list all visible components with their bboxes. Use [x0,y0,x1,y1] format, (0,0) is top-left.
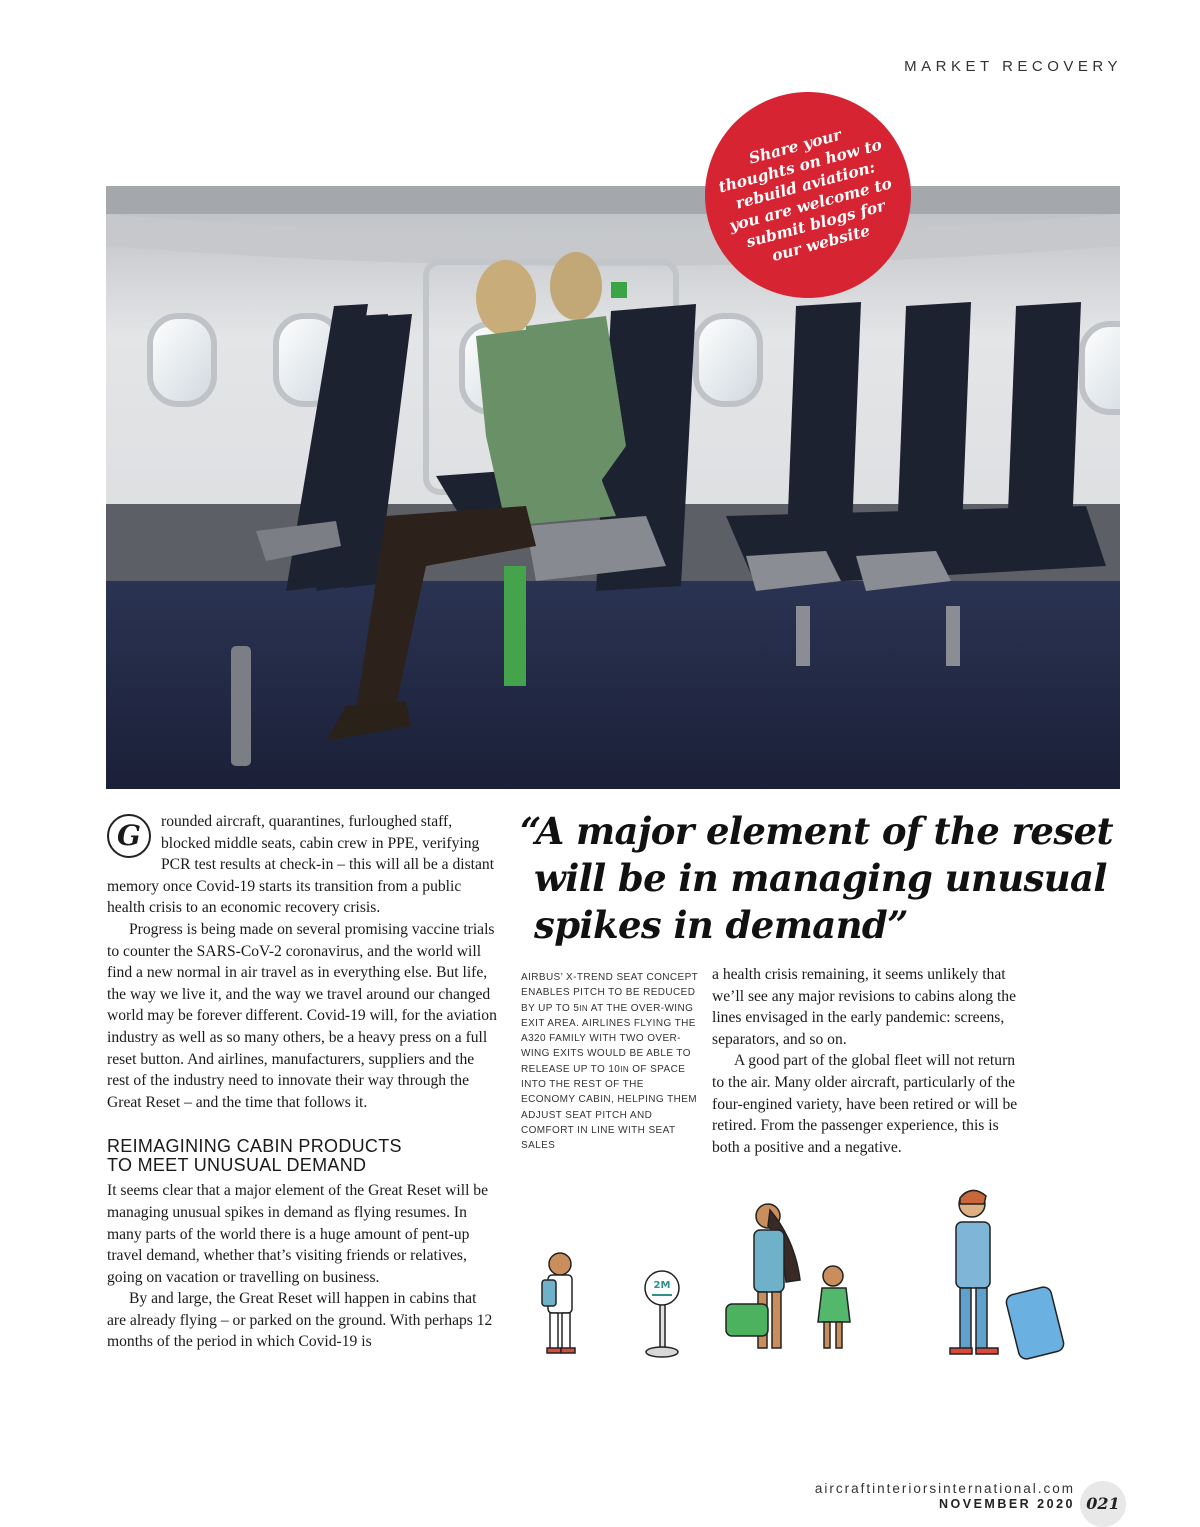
paragraph-2: Progress is being made on several promising vaccine trials to counter the SARS-CoV-2 coronavirus, and the world will find a new normal in air travel as in everything else. But life, the way we live it, and the way we travel around our changed world may be forever different. Covid-19 will, for the aviation industry as well as so many others, be a heavy press on a full reset button. And airlines, manufacturers, suppliers and the rest of the industry need to innovate their way through the Great Reset – and the time that follows it. [107,920,497,1111]
pull-quote-line-1: “A major element of the reset [520,809,1114,853]
subheading-line-1: REIMAGINING CABIN PRODUCTS [107,1136,402,1157]
page-number: 021 [1080,1481,1126,1527]
paragraph-6: A good part of the global fleet will not return to the air. Many older aircraft, particularly of the four-engined variety, have been retired or will be retired. From the passenger experience, this is both a positive and a negative. [712,1052,1018,1156]
pull-quote-line-3: spikes in demand” [534,903,908,947]
paragraph-4: By and large, the Great Reset will happen in cabins that are already flying – or parked on the ground. With perhaps 12 months of the period in which Covid-19 is [107,1290,493,1351]
aircraft-cabin-icon [106,186,1120,789]
section-label: MARKET RECOVERY [904,58,1122,75]
dropcap: G [107,814,151,858]
subheading-line-2: TO MEET UNUSUAL DEMAND [107,1155,367,1176]
caption-num-2: 10 [608,1063,621,1075]
paragraph-3: It seems clear that a major element of the Great Reset will be managing unusual spikes in demand as flying resumes. In many parts of the world there is a huge amount of pent-up travel demand, whether that’s visiting friends or relatives, going on vacation or travelling on business. [107,1182,489,1286]
caption-unit-2: IN [620,1064,630,1074]
paragraph-1: rounded aircraft, quarantines, furloughed staff, blocked middle seats, cabin crew in PPE, verifying PCR test results at check-in – this will all be a distant memory once Covid-19 starts its transition from a public health crisis to an economic recovery crisis. [107,813,495,917]
badge-text: Share your thoughts on how to rebuild aviation: you are welcome to submit blogs for our website [716,124,894,266]
body-column-1 [107,811,499,1353]
footer-issue-date: NOVEMBER 2020 [938,1497,1075,1511]
pull-quote-line-2: will be in managing unusual [534,856,1107,900]
image-caption [521,970,699,1154]
caption-part-3: OF SPACE INTO THE REST OF THE ECONOMY CABIN, HELPING THEM ADJUST SEAT PITCH AND COMFORT IN LINE WITH SEAT SALES [521,1063,698,1152]
distance-sign-text: 2M [653,1280,671,1291]
caption-unit-1: IN [579,1003,589,1013]
hero-image [106,186,1120,789]
caption-part-2: AT THE OVER-WING EXIT AREA. AIRLINES FLYING THE A320 FAMILY WITH TWO OVER-WING EXITS WOULD BE ABLE TO RELEASE UP TO [521,1002,696,1075]
pull-quote [520,808,1120,949]
footer-website[interactable]: aircraftinteriorsinternational.com [814,1481,1075,1496]
paragraph-5: a health crisis remaining, it seems unlikely that we’ll see any major revisions to cabins along the lines envisaged in the early pandemic: screens, separators, and so on. [712,966,1016,1048]
blog-submission-badge[interactable] [705,92,911,298]
passenger-illustration [520,1180,1130,1370]
caption-num-1: 5 [573,1002,580,1014]
subheading [107,1137,499,1175]
caption-part-1: AIRBUS’ X-TREND SEAT CONCEPT ENABLES PITCH TO BE REDUCED BY UP TO [521,972,698,1014]
social-distancing-icon [520,1180,1130,1370]
body-column-3 [712,964,1022,1158]
